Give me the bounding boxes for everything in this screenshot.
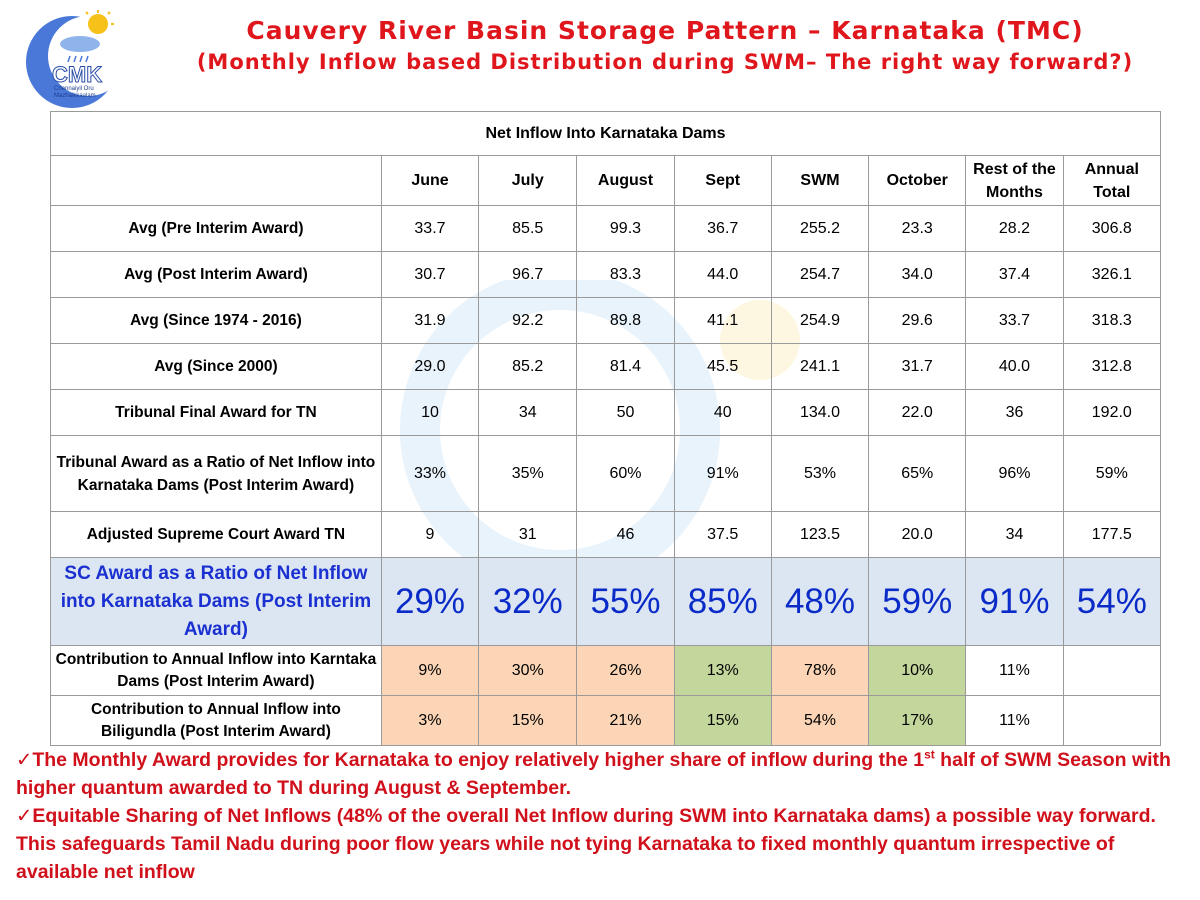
table-cell: 41.1 <box>674 298 771 344</box>
inflow-table <box>50 111 1161 746</box>
table-cell: 192.0 <box>1063 390 1160 436</box>
col-header: Sept <box>674 156 771 206</box>
table-cell: 31.7 <box>869 344 966 390</box>
table-cell: 96% <box>966 436 1063 512</box>
table-row <box>51 252 1161 298</box>
table-row <box>51 344 1161 390</box>
table-cell: 34 <box>479 390 577 436</box>
caption-row <box>51 112 1161 156</box>
table-cell: 85.5 <box>479 206 577 252</box>
table-cell: 32% <box>479 558 577 646</box>
logo-letters: CMK <box>52 62 103 87</box>
table-cell: 40 <box>674 390 771 436</box>
data-rows <box>51 206 1161 746</box>
table-cell: 33% <box>381 436 478 512</box>
title-line-2: (Monthly Inflow based Distribution during SWM– The right way forward?) <box>196 50 1134 74</box>
table-cell: 29.0 <box>381 344 478 390</box>
contribution-row <box>51 696 1161 746</box>
table-cell: 28.2 <box>966 206 1063 252</box>
table-cell: 254.7 <box>771 252 868 298</box>
table-cell: 31 <box>479 512 577 558</box>
table-cell <box>1063 696 1160 746</box>
note-1-text-end: half of SWM Season with higher quantum awarded to TN during August & September. <box>16 749 1171 799</box>
table-cell: 254.9 <box>771 298 868 344</box>
note-2: ✓Equitable Sharing of Net Inflows (48% of the overall Net Inflow during SWM into Karnataka dams) a possible way forward. This safeguards Tamil Nadu during poor flow years while not tying Karnataka to fixed monthly quantum irrespective of available net inflow <box>16 805 1156 883</box>
table-cell: 37.5 <box>674 512 771 558</box>
col-header: October <box>869 156 966 206</box>
row-label: Contribution to Annual Inflow into Biligundla (Post Interim Award) <box>51 696 382 746</box>
slide-title <box>150 14 1180 76</box>
cmk-logo <box>14 10 124 110</box>
table-cell: 20.0 <box>869 512 966 558</box>
table-cell: 11% <box>966 696 1063 746</box>
table-cell: 37.4 <box>966 252 1063 298</box>
table-cell: 23.3 <box>869 206 966 252</box>
logo-tagline: Chennaiyil Oru Mazhaikkaalam <box>54 86 96 99</box>
table-cell: 241.1 <box>771 344 868 390</box>
table-cell: 46 <box>577 512 674 558</box>
table-cell: 50 <box>577 390 674 436</box>
table-cell: 34.0 <box>869 252 966 298</box>
table-cell: 15% <box>674 696 771 746</box>
table-cell: 306.8 <box>1063 206 1160 252</box>
table-cell: 54% <box>771 696 868 746</box>
table-cell: 33.7 <box>381 206 478 252</box>
table-cell: 31.9 <box>381 298 478 344</box>
table-cell: 59% <box>1063 436 1160 512</box>
table-cell: 53% <box>771 436 868 512</box>
table-cell: 54% <box>1063 558 1160 646</box>
row-label: SC Award as a Ratio of Net Inflow into Karnataka Dams (Post Interim Award) <box>51 558 382 646</box>
table-cell: 65% <box>869 436 966 512</box>
table-cell: 10% <box>869 646 966 696</box>
table-cell: 81.4 <box>577 344 674 390</box>
table-cell: 92.2 <box>479 298 577 344</box>
table-cell: 35% <box>479 436 577 512</box>
table-row <box>51 390 1161 436</box>
table-cell: 177.5 <box>1063 512 1160 558</box>
table-cell: 21% <box>577 696 674 746</box>
title-line-1: Cauvery River Basin Storage Pattern – Karnataka (TMC) <box>246 16 1084 45</box>
table-cell: 123.5 <box>771 512 868 558</box>
table-row <box>51 298 1161 344</box>
table-cell: 312.8 <box>1063 344 1160 390</box>
table-cell: 318.3 <box>1063 298 1160 344</box>
table-cell: 89.8 <box>577 298 674 344</box>
table-cell: 15% <box>479 696 577 746</box>
row-label: Contribution to Annual Inflow into Karntaka Dams (Post Interim Award) <box>51 646 382 696</box>
table-cell: 45.5 <box>674 344 771 390</box>
table-cell: 30.7 <box>381 252 478 298</box>
table-cell: 48% <box>771 558 868 646</box>
table-cell: 96.7 <box>479 252 577 298</box>
table-cell: 34 <box>966 512 1063 558</box>
table-cell: 55% <box>577 558 674 646</box>
row-label: Tribunal Award as a Ratio of Net Inflow into Karnataka Dams (Post Interim Award) <box>51 436 382 512</box>
row-label: Avg (Post Interim Award) <box>51 252 382 298</box>
col-header: June <box>381 156 478 206</box>
table-cell: 13% <box>674 646 771 696</box>
table-cell: 26% <box>577 646 674 696</box>
row-label: Avg (Pre Interim Award) <box>51 206 382 252</box>
table-cell: 36 <box>966 390 1063 436</box>
table-cell: 11% <box>966 646 1063 696</box>
table-cell: 44.0 <box>674 252 771 298</box>
table-cell: 99.3 <box>577 206 674 252</box>
table-cell: 29% <box>381 558 478 646</box>
row-label: Avg (Since 1974 - 2016) <box>51 298 382 344</box>
table-cell: 255.2 <box>771 206 868 252</box>
table-cell: 9 <box>381 512 478 558</box>
table-cell: 326.1 <box>1063 252 1160 298</box>
table-cell: 60% <box>577 436 674 512</box>
row-label: Adjusted Supreme Court Award TN <box>51 512 382 558</box>
table-row <box>51 206 1161 252</box>
row-label: Avg (Since 2000) <box>51 344 382 390</box>
table-cell: 33.7 <box>966 298 1063 344</box>
table-row <box>51 512 1161 558</box>
sc-award-row <box>51 558 1161 646</box>
col-header: Rest of the Months <box>966 156 1063 206</box>
note-1-sup: st <box>924 747 935 762</box>
table-row <box>51 436 1161 512</box>
table-caption: Net Inflow Into Karnataka Dams <box>51 112 1161 156</box>
table-cell: 91% <box>966 558 1063 646</box>
table-cell: 9% <box>381 646 478 696</box>
table-cell: 40.0 <box>966 344 1063 390</box>
table-cell: 29.6 <box>869 298 966 344</box>
table-cell: 30% <box>479 646 577 696</box>
table-cell: 17% <box>869 696 966 746</box>
table-cell: 36.7 <box>674 206 771 252</box>
row-label: Tribunal Final Award for TN <box>51 390 382 436</box>
note-1 <box>16 746 1186 802</box>
table-cell: 85.2 <box>479 344 577 390</box>
table-cell: 134.0 <box>771 390 868 436</box>
table-cell: 91% <box>674 436 771 512</box>
col-header: August <box>577 156 674 206</box>
table-cell: 22.0 <box>869 390 966 436</box>
notes <box>16 746 1186 886</box>
col-header: SWM <box>771 156 868 206</box>
col-header: July <box>479 156 577 206</box>
header-blank <box>51 156 382 206</box>
note-1-text: ✓The Monthly Award provides for Karnataka to enjoy relatively higher share of inflow during the 1 <box>16 749 925 771</box>
table-cell: 3% <box>381 696 478 746</box>
table-cell: 83.3 <box>577 252 674 298</box>
header-row <box>51 156 1161 206</box>
table-cell: 78% <box>771 646 868 696</box>
table-cell: 85% <box>674 558 771 646</box>
table-cell: 59% <box>869 558 966 646</box>
table-cell: 10 <box>381 390 478 436</box>
table-cell <box>1063 646 1160 696</box>
contribution-row <box>51 646 1161 696</box>
col-header: Annual Total <box>1063 156 1160 206</box>
